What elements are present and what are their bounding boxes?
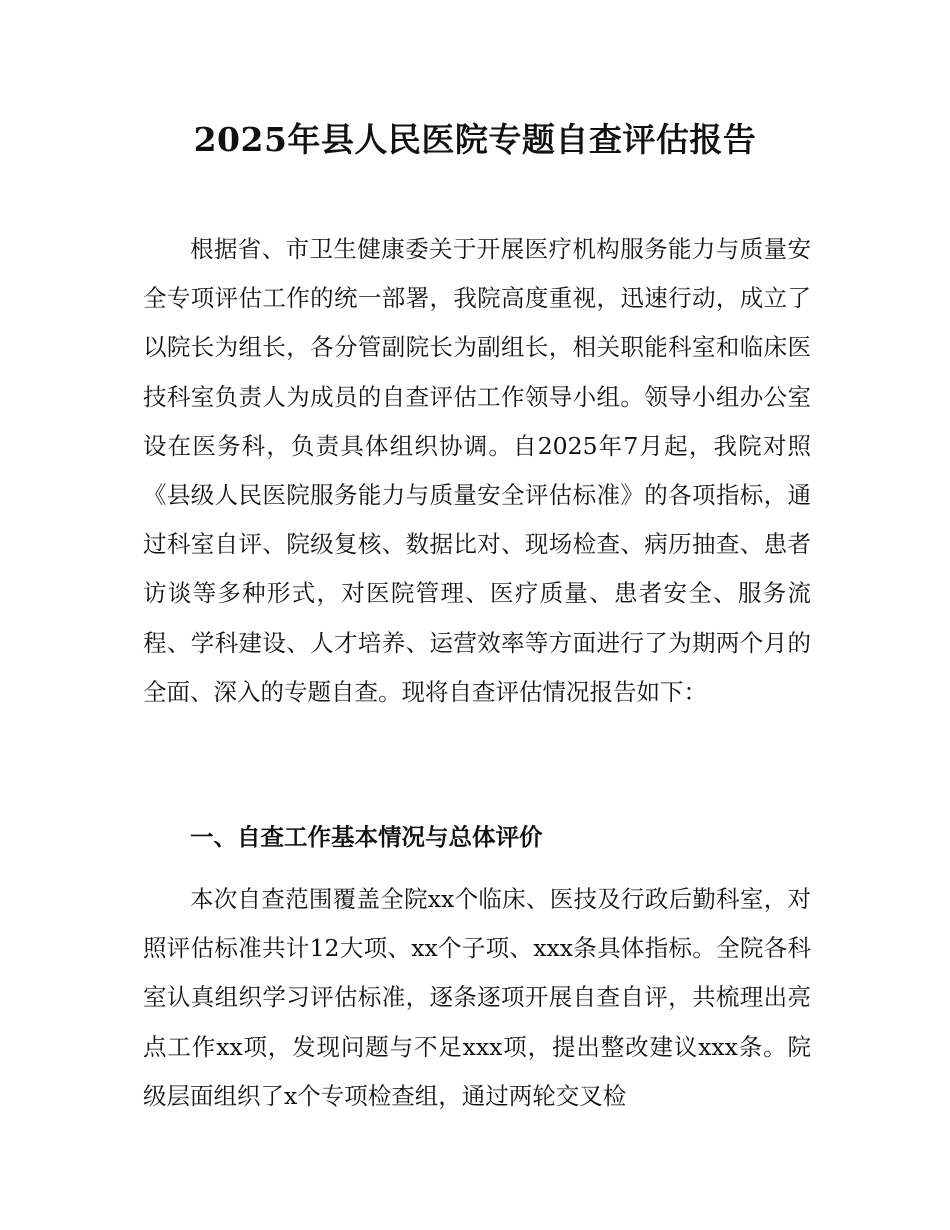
document-title: 2025年县人民医院专题自查评估报告	[193, 120, 757, 159]
intro-paragraph: 根据省、市卫生健康委关于开展医疗机构服务能力与质量安全专项评估工作的统一部署，我院高度重视，迅速行动，成立了以院长为组长，各分管副院长为副组长，相关职能科室和临床医技科室负责人为成员的自查评估工作领导小组。领导小组办公室设在医务科，负责具体组织协调。自2025年7月起，我院对照《县级人民医院服务能力与质量安全评估标准》的各项指标，通过科室自评、院级复核、数据比对、现场检查、病历抽查、患者访谈等多种形式，对医院管理、医疗质量、患者安全、服务流程、学科建设、人才培养、运营效率等方面进行了为期两个月的全面、深入的专题自查。现将自查评估情况报告如下：	[143, 235, 811, 706]
section-heading: 一、自查工作基本情况与总体评价	[190, 823, 543, 851]
section-paragraph: 本次自查范围覆盖全院xx个临床、医技及行政后勤科室，对照评估标准共计12大项、xx个子项、xxx条具体指标。全院各科室认真组织学习评估标准，逐条逐项开展自查自评，共梳理出亮点工作xx项，发现问题与不足xxx项，提出整改建议xxx条。院级层面组织了x个专项检查组，通过两轮交叉检	[143, 885, 811, 1110]
